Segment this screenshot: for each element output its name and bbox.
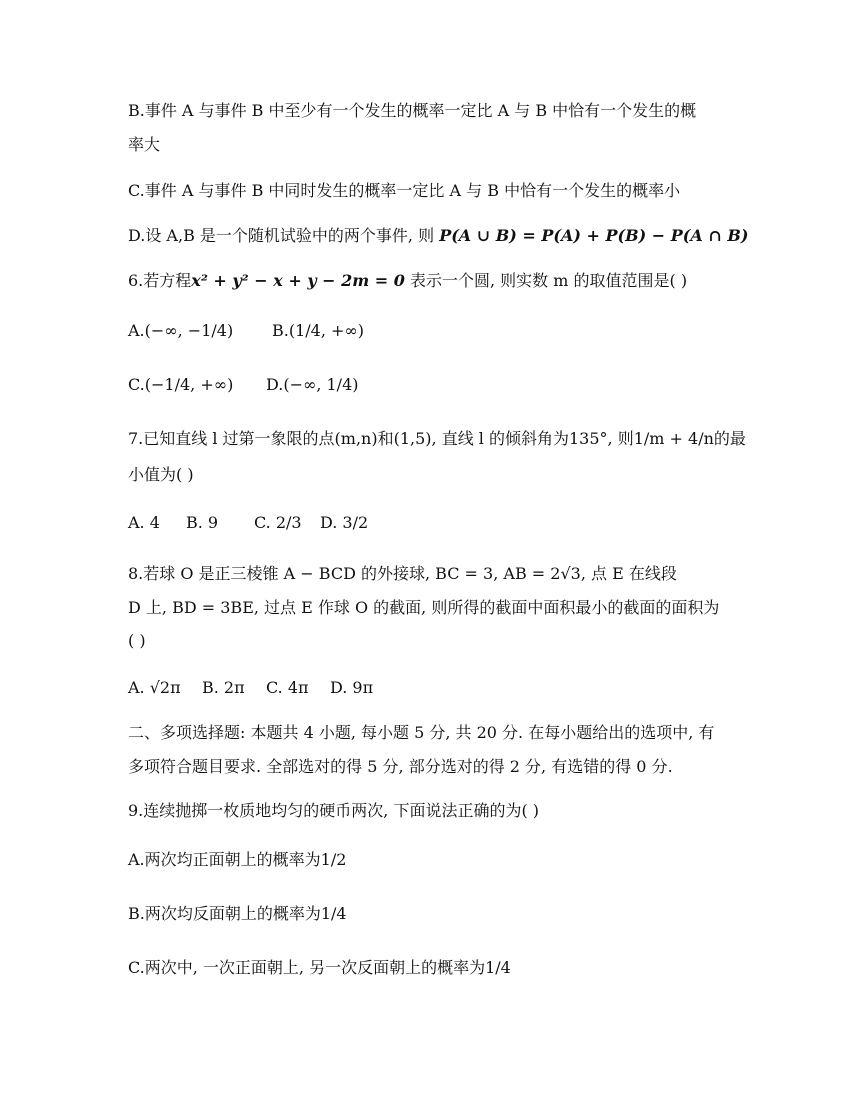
q8-option-d: D. 9π — [330, 678, 374, 697]
q6-option-d: D.(−∞, 1/4) — [266, 375, 359, 394]
q8-stem-line1: 8.若球 O 是正三棱锥 A − BCD 的外接球, BC = 3, AB = 2√3, 点 E 在线段 — [128, 564, 677, 583]
q8-option-b: B. 2π — [202, 678, 245, 697]
q6-option-b: B.(1/4, +∞) — [272, 321, 364, 340]
q5-option-b-line2: 率大 — [128, 135, 161, 154]
q5-option-d-text: D.设 A,B 是一个随机试验中的两个事件, 则 — [128, 226, 435, 245]
q9-option-c: C.两次中, 一次正面朝上, 另一次反面朝上的概率为1/4 — [128, 958, 511, 977]
q5-option-d-formula: P(A ∪ B) = P(A) + P(B) − P(A ∩ B) — [439, 226, 749, 245]
q6-option-c: C.(−1/4, +∞) — [128, 375, 234, 394]
q6-option-a: A.(−∞, −1/4) — [128, 321, 234, 340]
q8-option-c: C. 4π — [266, 678, 309, 697]
q7-option-a: A. 4 — [128, 513, 160, 532]
q6-stem — [128, 270, 687, 292]
q6-stem-formula: x² + y² − x + y − 2m = 0 — [191, 271, 405, 290]
q5-option-b-line1: B.事件 A 与事件 B 中至少有一个发生的概率一定比 A 与 B 中恰有一个发生的概 — [128, 101, 697, 120]
q9-option-b: B.两次均反面朝上的概率为1/4 — [128, 904, 347, 923]
q8-stem-line2: D 上, BD = 3BE, 过点 E 作球 O 的截面, 则所得的截面中面积最小的截面的面积为 — [128, 598, 720, 617]
q9-stem: 9.连续抛掷一枚质地均匀的硬币两次, 下面说法正确的为( ) — [128, 801, 540, 820]
q7-option-b: B. 9 — [186, 513, 219, 532]
q6-stem-prefix: 6.若方程 — [128, 271, 192, 290]
section2-heading-line2: 多项符合题目要求. 全部选对的得 5 分, 部分选对的得 2 分, 有选错的得 0 分. — [128, 757, 673, 776]
q7-option-c: C. 2/3 — [254, 513, 302, 532]
q9-option-a: A.两次均正面朝上的概率为1/2 — [128, 850, 347, 869]
section2-heading-line1: 二、多项选择题: 本题共 4 小题, 每小题 5 分, 共 20 分. 在每小题给出的选项中, 有 — [128, 723, 715, 742]
q7-stem-line1: 7.已知直线 l 过第一象限的点(m,n)和(1,5), 直线 l 的倾斜角为135°, 则1/m + 4/n的最 — [128, 429, 746, 448]
q7-stem-line2: 小值为( ) — [128, 465, 194, 484]
q8-stem-line3: ( ) — [128, 631, 146, 650]
q7-option-d: D. 3/2 — [320, 513, 369, 532]
q5-option-c: C.事件 A 与事件 B 中同时发生的概率一定比 A 与 B 中恰有一个发生的概率小 — [128, 181, 681, 200]
q8-option-a: A. √2π — [128, 678, 181, 697]
q6-stem-suffix: 表示一个圆, 则实数 m 的取值范围是( ) — [410, 271, 688, 290]
q5-option-d — [128, 225, 748, 247]
